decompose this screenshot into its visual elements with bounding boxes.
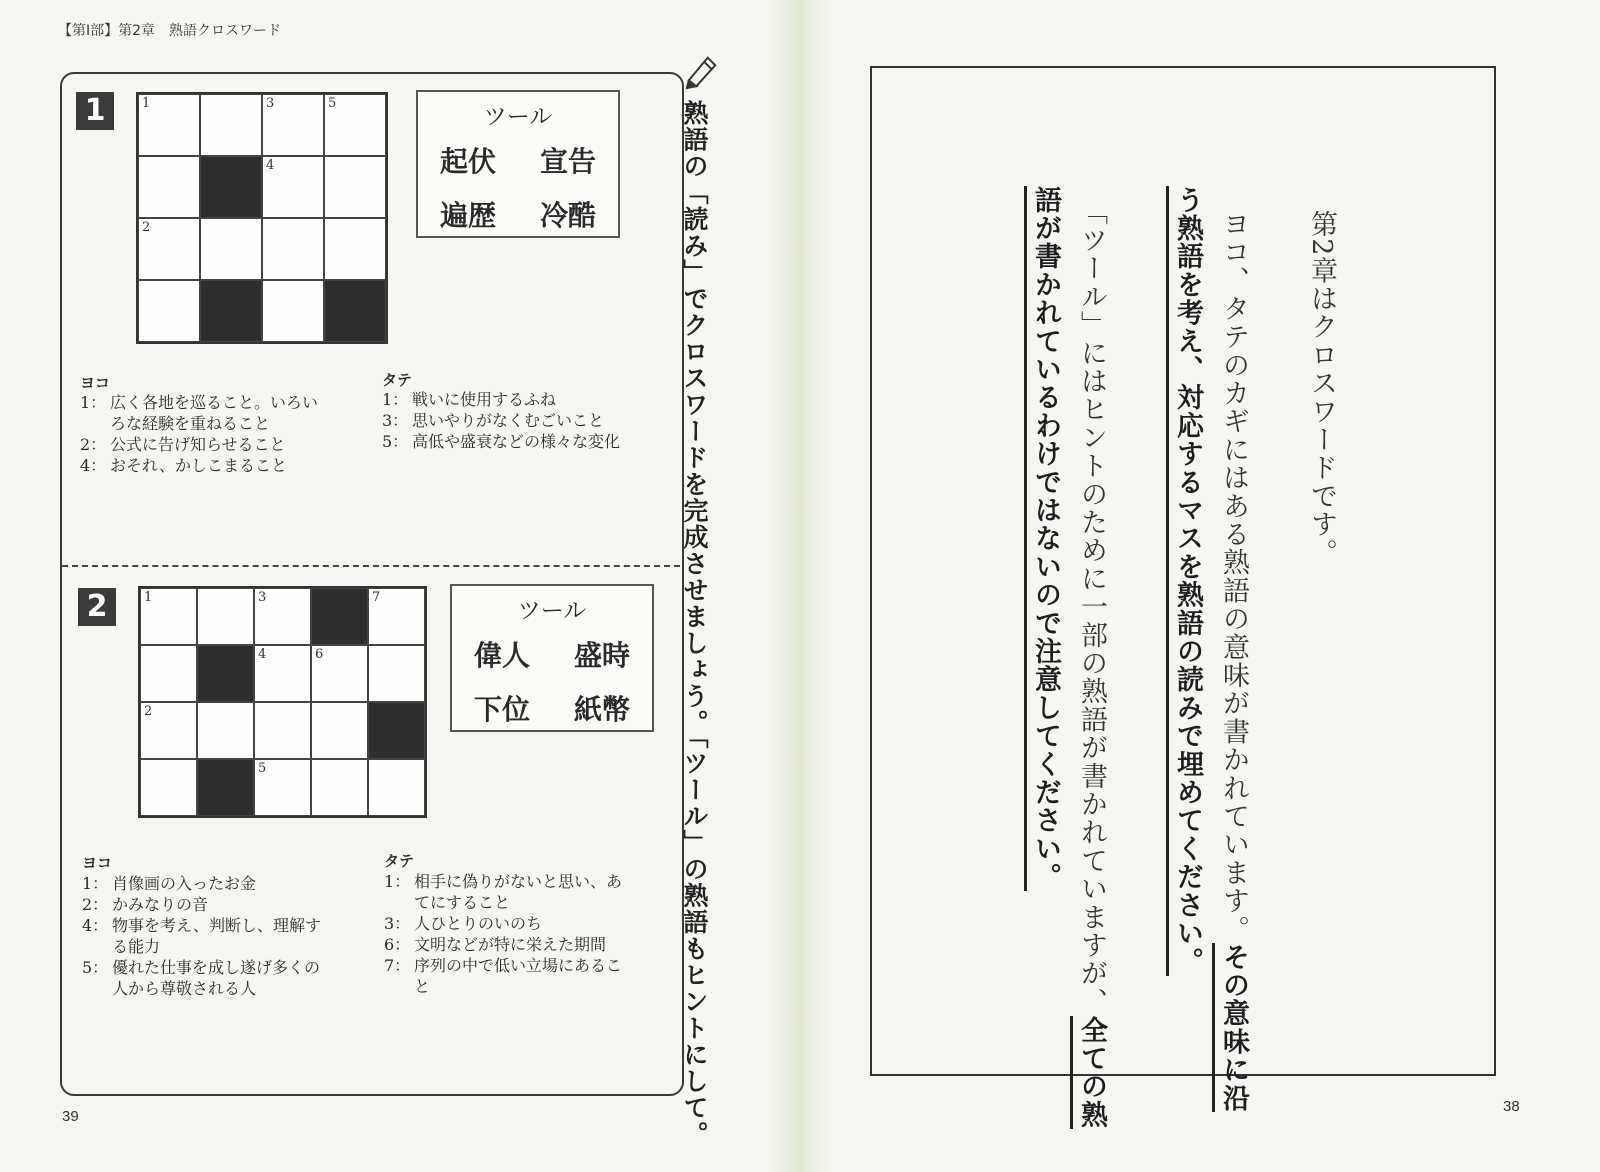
clue-text (414, 955, 622, 997)
page-number-left: 39 (62, 1108, 79, 1125)
grid-cell[interactable] (200, 218, 262, 280)
clue-text (112, 894, 208, 915)
grid-cell-black (200, 280, 262, 342)
clue-number: 1： (384, 872, 411, 891)
clue-text-line: 相手に偽りがないと思い、あ (414, 872, 623, 891)
grid-cell[interactable] (311, 702, 368, 759)
clue-text (112, 873, 256, 894)
intro-column (1026, 186, 1065, 891)
emphasis-text: その意味に沿 (1212, 943, 1249, 1112)
tool-word: 下位 (474, 693, 531, 726)
grid-cell-black (197, 759, 254, 816)
page-number-right: 38 (1503, 1098, 1520, 1115)
clue-item (382, 431, 620, 452)
clue-number: 7： (384, 956, 411, 975)
grid-cell-black (200, 156, 262, 218)
grid-cell[interactable] (254, 702, 311, 759)
tool-box-1 (416, 90, 620, 238)
clue-number: 4： (82, 916, 109, 935)
tate-heading: タテ (382, 371, 413, 389)
clue-number: 1： (80, 393, 107, 412)
cell-number: 5 (328, 96, 337, 111)
clue-text-line: 序列の中で低い立場にあるこ (414, 956, 623, 975)
grid-cell[interactable] (140, 645, 197, 702)
tool-word: 宣告 (540, 145, 597, 178)
grid-cell[interactable] (140, 588, 197, 645)
tool-word: 遍歴 (440, 199, 497, 232)
clue-number: 5： (382, 432, 409, 451)
grid-cell[interactable] (262, 94, 324, 156)
instruction-text: 熟語の「読み」でクロスワードを完成させましょう。「ツール」の熟語もヒントにして。 (680, 100, 709, 1148)
grid-cell[interactable] (368, 759, 425, 816)
puzzle-divider (62, 565, 680, 567)
clue-text-line: 肖像画の入ったお金 (112, 874, 257, 893)
clue-number: 1： (382, 390, 409, 409)
clue-item (384, 934, 606, 955)
cell-number: 6 (315, 647, 324, 662)
clue-text (414, 934, 606, 955)
cell-number: 4 (266, 158, 275, 173)
intro-column (1168, 186, 1207, 976)
clue-text (414, 871, 622, 913)
clue-text-line: 広く各地を巡ること。いろい (110, 393, 319, 412)
cell-number: 3 (258, 590, 267, 605)
pencil-icon (683, 52, 721, 90)
tool-box-2 (450, 584, 654, 732)
clue-text-line: 人ひとりのいのち (414, 914, 543, 933)
clue-item (82, 915, 321, 957)
tool-word: 偉人 (474, 639, 531, 672)
cell-number: 7 (372, 590, 381, 605)
crossword-grid-2 (138, 586, 427, 818)
clue-text (112, 915, 321, 957)
clue-item (82, 957, 320, 999)
grid-cell[interactable] (311, 645, 368, 702)
grid-cell[interactable] (368, 588, 425, 645)
cell-number: 2 (142, 220, 151, 235)
clue-item (82, 873, 256, 894)
clue-number: 5： (82, 958, 109, 977)
body-text: ヨコ、タテのカギにはある熟語の意味が書かれています。 (1218, 210, 1249, 944)
grid-cell[interactable] (200, 94, 262, 156)
clue-text-line: 優れた仕事を成し遂げ多くの (112, 958, 321, 977)
grid-cell[interactable] (254, 588, 311, 645)
emphasis-text: う熟語を考え、対応するマスを熟語の読みで埋めてください。 (1166, 186, 1203, 976)
clue-text (110, 434, 286, 455)
grid-cell-black (324, 280, 386, 342)
cell-number: 1 (144, 590, 153, 605)
clue-item (80, 434, 286, 455)
grid-cell[interactable] (254, 759, 311, 816)
intro-column (1214, 210, 1253, 1112)
intro-text-frame (870, 66, 1496, 1129)
grid-cell[interactable] (324, 94, 386, 156)
grid-cell[interactable] (368, 645, 425, 702)
grid-cell[interactable] (138, 218, 200, 280)
tate-heading: タテ (384, 852, 415, 870)
grid-cell[interactable] (138, 94, 200, 156)
grid-cell[interactable] (262, 280, 324, 342)
grid-cell[interactable] (324, 218, 386, 280)
clue-text-line: 物事を考え、判断し、理解す (112, 916, 321, 935)
grid-cell[interactable] (138, 156, 200, 218)
grid-cell[interactable] (254, 645, 311, 702)
clue-text-line: ろな経験を重ねること (110, 414, 271, 433)
grid-cell-black (368, 702, 425, 759)
emphasis-text: 全ての熟 (1070, 1016, 1107, 1129)
crossword-grid-1 (136, 92, 388, 344)
clue-text-line: 戦いに使用するふね (412, 390, 557, 409)
intro-column (1072, 198, 1111, 1129)
clue-text-line: 人から尊敬される人 (112, 979, 257, 998)
tool-title: ツール (483, 104, 553, 130)
tool-word: 冷酷 (540, 199, 597, 232)
intro-column (1302, 210, 1341, 567)
clue-number: 4： (80, 456, 107, 475)
clue-text-line: 公式に告げ知らせること (110, 435, 286, 454)
clue-item (82, 894, 208, 915)
grid-cell[interactable] (138, 280, 200, 342)
grid-cell-black (197, 645, 254, 702)
grid-cell[interactable] (140, 759, 197, 816)
clue-text-line: 高低や盛衰などの様々な変化 (412, 432, 621, 451)
clue-item (80, 392, 318, 434)
clue-number: 2： (82, 895, 109, 914)
clue-number: 3： (382, 411, 409, 430)
clue-text (112, 957, 320, 999)
yoko-heading: ヨコ (82, 854, 113, 872)
grid-cell-black (311, 588, 368, 645)
clue-text (414, 913, 542, 934)
clue-text (110, 455, 287, 476)
clue-number: 3： (384, 914, 411, 933)
tool-word: 起伏 (440, 145, 497, 178)
book-gutter (770, 0, 830, 1172)
cell-number: 5 (258, 761, 267, 776)
cell-number: 3 (266, 96, 275, 111)
tool-word: 紙幣 (574, 693, 631, 726)
body-text: 第2章はクロスワードです。 (1306, 210, 1337, 567)
clue-item (80, 455, 287, 476)
clue-text (412, 389, 556, 410)
tool-word: 盛時 (574, 639, 631, 672)
clue-text (412, 410, 604, 431)
clue-text-line: と (414, 977, 431, 996)
clue-number: 2： (80, 435, 107, 454)
puzzle-number-1: 1 (76, 92, 114, 130)
cell-number: 4 (258, 647, 267, 662)
grid-cell[interactable] (197, 702, 254, 759)
puzzle-number-2: 2 (78, 588, 116, 626)
grid-cell[interactable] (324, 156, 386, 218)
clue-item (384, 955, 622, 997)
clue-number: 1： (82, 874, 109, 893)
clue-text-line: 思いやりがなくむごいこと (412, 411, 605, 430)
clue-item (382, 410, 604, 431)
clue-text-line: てにすること (414, 893, 511, 912)
grid-cell[interactable] (262, 156, 324, 218)
body-text: 「ツール」にはヒントのために一部の熟語が書かれていますが、 (1076, 198, 1107, 1016)
clue-text-line: かみなりの音 (112, 895, 209, 914)
grid-cell[interactable] (262, 218, 324, 280)
cell-number: 2 (144, 704, 153, 719)
clue-number: 6： (384, 935, 411, 954)
cell-number: 1 (142, 96, 151, 111)
grid-cell[interactable] (140, 702, 197, 759)
grid-cell[interactable] (197, 588, 254, 645)
clue-item (384, 871, 622, 913)
clue-item (382, 389, 556, 410)
clue-text (412, 431, 620, 452)
yoko-heading: ヨコ (80, 374, 111, 392)
emphasis-text: 語が書かれているわけではないので注意してください。 (1024, 186, 1061, 891)
grid-cell[interactable] (311, 759, 368, 816)
clue-text-line: おそれ、かしこまること (110, 456, 287, 475)
tool-title: ツール (517, 598, 587, 624)
clue-text-line: る能力 (112, 937, 161, 956)
clue-item (384, 913, 542, 934)
running-head: 【第I部】第2章 熟語クロスワード (58, 23, 282, 39)
clue-text-line: 文明などが特に栄えた期間 (414, 935, 607, 954)
clue-text (110, 392, 318, 434)
